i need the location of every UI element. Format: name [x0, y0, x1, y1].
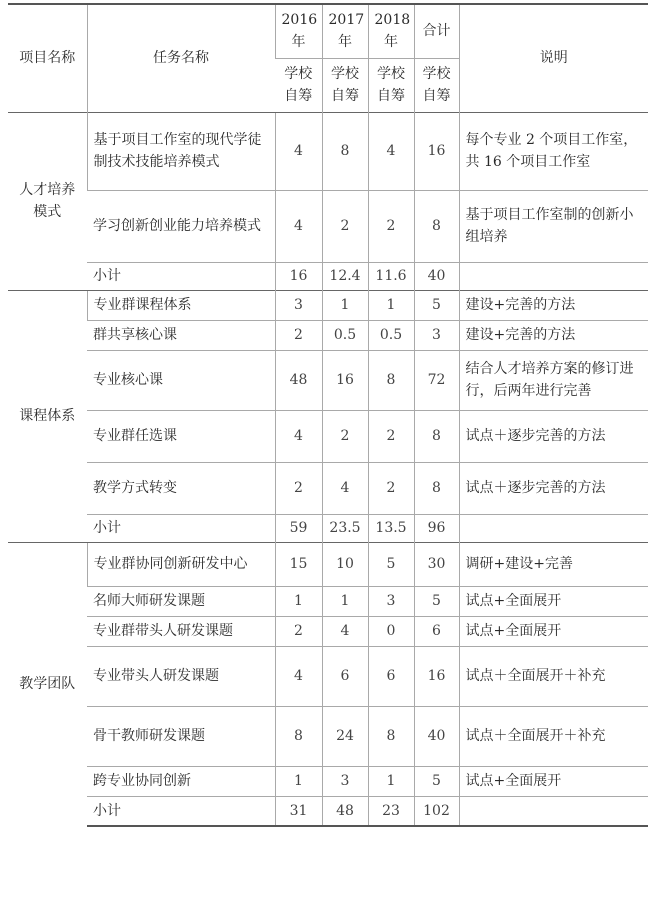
- value-2018-cell: 8: [368, 350, 414, 410]
- header-funding-2016: 学校自筹: [275, 58, 322, 112]
- value-2018-cell: 0.5: [368, 320, 414, 350]
- value-2016-cell: 48: [275, 350, 322, 410]
- value-total-cell: 72: [414, 350, 459, 410]
- task-name-cell: 教学方式转变: [87, 462, 275, 514]
- note-cell: 试点+全面展开: [459, 766, 648, 796]
- value-2018-cell: 1: [368, 290, 414, 320]
- value-total-cell: 16: [414, 112, 459, 190]
- task-name-cell: 专业群任选课: [87, 410, 275, 462]
- value-2017-cell: 23.5: [322, 514, 368, 542]
- task-name-cell: 骨干教师研发课题: [87, 706, 275, 766]
- header-task-name: 任务名称: [87, 4, 275, 112]
- value-total-cell: 8: [414, 462, 459, 514]
- table-row: [8, 462, 648, 514]
- value-2016-cell: 4: [275, 112, 322, 190]
- subtotal-row: [8, 262, 648, 290]
- value-2017-cell: 1: [322, 290, 368, 320]
- value-2017-cell: 6: [322, 646, 368, 706]
- task-name-cell: 跨专业协同创新: [87, 766, 275, 796]
- value-2016-cell: 4: [275, 646, 322, 706]
- task-name-cell: 专业群带头人研发课题: [87, 616, 275, 646]
- table-row: [8, 586, 648, 616]
- value-2018-cell: 3: [368, 586, 414, 616]
- header-year-2016: 2016年: [275, 4, 322, 58]
- task-name-cell: 小计: [87, 262, 275, 290]
- value-2018-cell: 13.5: [368, 514, 414, 542]
- value-2017-cell: 3: [322, 766, 368, 796]
- note-cell: 试点＋逐步完善的方法: [459, 410, 648, 462]
- value-2016-cell: 4: [275, 190, 322, 262]
- value-2016-cell: 31: [275, 796, 322, 826]
- value-total-cell: 16: [414, 646, 459, 706]
- value-2018-cell: 8: [368, 706, 414, 766]
- table-row: [8, 190, 648, 262]
- header-funding-2017: 学校自筹: [322, 58, 368, 112]
- value-2016-cell: 15: [275, 542, 322, 586]
- value-2017-cell: 2: [322, 410, 368, 462]
- value-2017-cell: 4: [322, 616, 368, 646]
- value-2017-cell: 4: [322, 462, 368, 514]
- note-cell: 每个专业 2 个项目工作室，共 16 个项目工作室: [459, 112, 648, 190]
- note-cell: 试点+全面展开: [459, 586, 648, 616]
- value-2018-cell: 0: [368, 616, 414, 646]
- value-2018-cell: 5: [368, 542, 414, 586]
- subtotal-row: [8, 514, 648, 542]
- value-total-cell: 96: [414, 514, 459, 542]
- value-2016-cell: 16: [275, 262, 322, 290]
- note-cell: 试点＋全面展开＋补充: [459, 646, 648, 706]
- header-total: 合计: [414, 4, 459, 58]
- task-name-cell: 名师大师研发课题: [87, 586, 275, 616]
- task-name-cell: 专业带头人研发课题: [87, 646, 275, 706]
- task-name-cell: 学习创新创业能力培养模式: [87, 190, 275, 262]
- value-total-cell: 30: [414, 542, 459, 586]
- task-name-cell: 专业群课程体系: [87, 290, 275, 320]
- value-2017-cell: 10: [322, 542, 368, 586]
- value-2018-cell: 2: [368, 462, 414, 514]
- table-row: [8, 320, 648, 350]
- note-cell: 基于项目工作室制的创新小组培养: [459, 190, 648, 262]
- value-total-cell: 102: [414, 796, 459, 826]
- note-cell: 建设+完善的方法: [459, 320, 648, 350]
- value-2017-cell: 2: [322, 190, 368, 262]
- task-name-cell: 专业群协同创新研发中心: [87, 542, 275, 586]
- task-name-cell: 群共享核心课: [87, 320, 275, 350]
- table-row: [8, 410, 648, 462]
- table-row: [8, 646, 648, 706]
- note-cell: [459, 796, 648, 826]
- value-2018-cell: 6: [368, 646, 414, 706]
- note-cell: 试点+全面展开: [459, 616, 648, 646]
- task-name-cell: 专业核心课: [87, 350, 275, 410]
- value-total-cell: 5: [414, 586, 459, 616]
- value-total-cell: 5: [414, 766, 459, 796]
- note-cell: 调研+建设+完善: [459, 542, 648, 586]
- task-name-cell: 小计: [87, 796, 275, 826]
- value-2016-cell: 2: [275, 320, 322, 350]
- header-year-2017: 2017年: [322, 4, 368, 58]
- table-row: [8, 290, 648, 320]
- table-row: [8, 766, 648, 796]
- header-note: 说明: [459, 4, 648, 112]
- value-2018-cell: 4: [368, 112, 414, 190]
- value-2017-cell: 48: [322, 796, 368, 826]
- value-2017-cell: 12.4: [322, 262, 368, 290]
- value-2016-cell: 2: [275, 616, 322, 646]
- value-total-cell: 5: [414, 290, 459, 320]
- note-cell: 结合人才培养方案的修订进行，后两年进行完善: [459, 350, 648, 410]
- table-row: [8, 616, 648, 646]
- header-funding-2018: 学校自筹: [368, 58, 414, 112]
- header-funding-total: 学校自筹: [414, 58, 459, 112]
- project-name-cell: 课程体系: [8, 290, 87, 542]
- note-cell: 建设+完善的方法: [459, 290, 648, 320]
- project-name-cell: 教学团队: [8, 542, 87, 826]
- value-2016-cell: 1: [275, 766, 322, 796]
- table-row: [8, 542, 648, 586]
- value-total-cell: 8: [414, 190, 459, 262]
- value-2018-cell: 2: [368, 410, 414, 462]
- task-name-cell: 小计: [87, 514, 275, 542]
- note-cell: [459, 262, 648, 290]
- header-project-name: 项目名称: [8, 4, 87, 112]
- value-2018-cell: 2: [368, 190, 414, 262]
- table-row: [8, 350, 648, 410]
- value-2016-cell: 1: [275, 586, 322, 616]
- value-2016-cell: 3: [275, 290, 322, 320]
- value-2018-cell: 1: [368, 766, 414, 796]
- value-2017-cell: 16: [322, 350, 368, 410]
- value-2017-cell: 0.5: [322, 320, 368, 350]
- value-total-cell: 40: [414, 262, 459, 290]
- note-cell: 试点＋逐步完善的方法: [459, 462, 648, 514]
- project-name-cell: 人才培养模式: [8, 112, 87, 290]
- table-row: [8, 112, 648, 190]
- budget-table: [8, 3, 648, 827]
- note-cell: [459, 514, 648, 542]
- value-2016-cell: 8: [275, 706, 322, 766]
- value-total-cell: 40: [414, 706, 459, 766]
- value-total-cell: 6: [414, 616, 459, 646]
- header-row-years: [8, 4, 648, 58]
- value-2016-cell: 4: [275, 410, 322, 462]
- value-total-cell: 3: [414, 320, 459, 350]
- value-2017-cell: 24: [322, 706, 368, 766]
- header-year-2018: 2018年: [368, 4, 414, 58]
- value-total-cell: 8: [414, 410, 459, 462]
- table-row: [8, 706, 648, 766]
- subtotal-row: [8, 796, 648, 826]
- value-2016-cell: 2: [275, 462, 322, 514]
- value-2016-cell: 59: [275, 514, 322, 542]
- value-2017-cell: 1: [322, 586, 368, 616]
- value-2018-cell: 11.6: [368, 262, 414, 290]
- note-cell: 试点＋全面展开＋补充: [459, 706, 648, 766]
- value-2017-cell: 8: [322, 112, 368, 190]
- task-name-cell: 基于项目工作室的现代学徒制技术技能培养模式: [87, 112, 275, 190]
- value-2018-cell: 23: [368, 796, 414, 826]
